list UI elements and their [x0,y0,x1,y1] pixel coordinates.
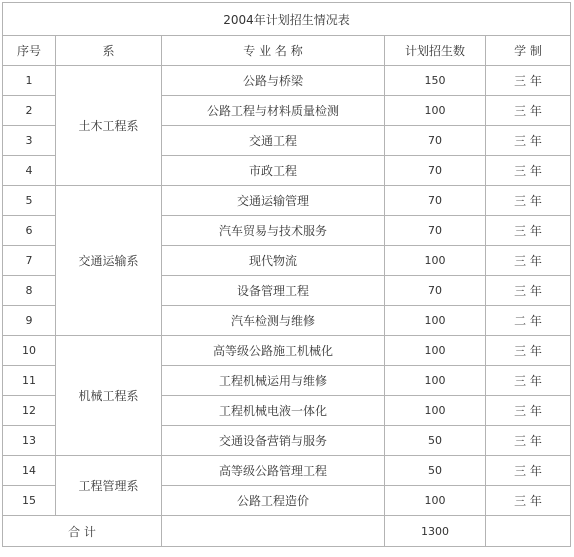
row-duration: 三 年 [486,486,571,516]
row-index: 1 [3,66,56,96]
header-duration: 学 制 [486,36,571,66]
row-index: 13 [3,426,56,456]
table-header-row [3,36,571,66]
row-duration: 三 年 [486,276,571,306]
row-index: 5 [3,186,56,216]
row-index: 4 [3,156,56,186]
row-major: 交通运输管理 [162,186,385,216]
header-index: 序号 [3,36,56,66]
row-quota: 100 [385,96,486,126]
row-major: 交通工程 [162,126,385,156]
row-quota: 70 [385,216,486,246]
total-spacer [162,516,385,547]
row-quota: 100 [385,246,486,276]
row-duration: 三 年 [486,96,571,126]
table-title: 2004年计划招生情况表 [3,3,571,36]
row-major: 汽车贸易与技术服务 [162,216,385,246]
total-label: 合 计 [3,516,162,547]
table-title-row [3,3,571,36]
row-duration: 三 年 [486,336,571,366]
row-index: 14 [3,456,56,486]
enrollment-plan-table [2,2,571,547]
row-index: 7 [3,246,56,276]
table-row [3,186,571,216]
table-row [3,66,571,96]
row-major: 汽车检测与维修 [162,306,385,336]
row-major: 高等级公路施工机械化 [162,336,385,366]
department-cell: 工程管理系 [56,456,162,516]
total-row [3,516,571,547]
table-row [3,336,571,366]
row-quota: 100 [385,366,486,396]
row-major: 工程机械运用与维修 [162,366,385,396]
row-quota: 50 [385,426,486,456]
department-cell: 土木工程系 [56,66,162,186]
row-quota: 100 [385,486,486,516]
header-quota: 计划招生数 [385,36,486,66]
row-quota: 70 [385,156,486,186]
row-major: 公路工程与材料质量检测 [162,96,385,126]
row-duration: 三 年 [486,66,571,96]
row-quota: 50 [385,456,486,486]
row-index: 2 [3,96,56,126]
row-major: 公路工程造价 [162,486,385,516]
row-duration: 三 年 [486,366,571,396]
row-duration: 三 年 [486,396,571,426]
row-index: 9 [3,306,56,336]
row-index: 8 [3,276,56,306]
header-major: 专 业 名 称 [162,36,385,66]
row-duration: 三 年 [486,216,571,246]
row-quota: 100 [385,306,486,336]
row-index: 11 [3,366,56,396]
header-department: 系 [56,36,162,66]
department-cell: 交通运输系 [56,186,162,336]
row-duration: 三 年 [486,126,571,156]
total-quota: 1300 [385,516,486,547]
row-major: 现代物流 [162,246,385,276]
row-duration: 三 年 [486,186,571,216]
total-spacer [486,516,571,547]
row-duration: 三 年 [486,456,571,486]
row-quota: 100 [385,336,486,366]
row-major: 工程机械电液一体化 [162,396,385,426]
row-major: 交通设备营销与服务 [162,426,385,456]
row-major: 公路与桥梁 [162,66,385,96]
row-index: 6 [3,216,56,246]
department-cell: 机械工程系 [56,336,162,456]
row-quota: 150 [385,66,486,96]
row-quota: 70 [385,276,486,306]
enrollment-plan-table-container [2,2,571,547]
row-index: 15 [3,486,56,516]
row-quota: 70 [385,126,486,156]
row-duration: 二 年 [486,306,571,336]
row-index: 10 [3,336,56,366]
row-duration: 三 年 [486,246,571,276]
row-major: 设备管理工程 [162,276,385,306]
row-index: 3 [3,126,56,156]
row-quota: 70 [385,186,486,216]
row-major: 市政工程 [162,156,385,186]
row-duration: 三 年 [486,156,571,186]
row-quota: 100 [385,396,486,426]
row-index: 12 [3,396,56,426]
row-duration: 三 年 [486,426,571,456]
row-major: 高等级公路管理工程 [162,456,385,486]
table-row [3,456,571,486]
